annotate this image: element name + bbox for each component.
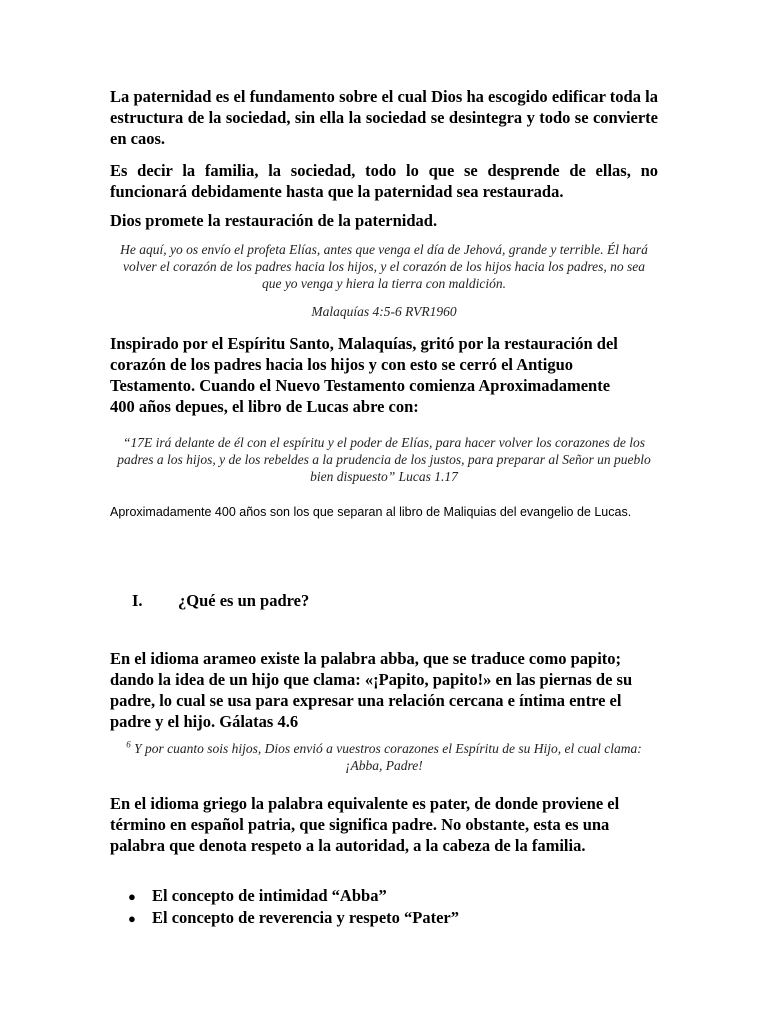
paragraph-idioma-griego: En el idioma griego la palabra equivalente es pater, de donde proviene el término en español patria, que significa padre. No obstante, esta es una palabra que denota respeto a la autoridad, a la cabeza de la familia. xyxy=(110,794,620,855)
bullet-icon: ● xyxy=(128,911,136,926)
concept-list xyxy=(110,885,658,929)
list-item xyxy=(110,885,658,907)
paragraph-dios-promete: Dios promete la restauración de la paternidad. xyxy=(110,211,438,230)
section-number: I. xyxy=(132,591,143,610)
paragraph-inspirado-espiritu: Inspirado por el Espíritu Santo, Malaquías, gritó por la restauración del corazón de los padres hacia los hijos y con esto se cerró el Antiguo Testamento. Cuando el Nuevo Testamento comienza Aproximadamente 400 años depues, el libro de Lucas abre con: xyxy=(110,334,618,416)
section-title: ¿Qué es un padre? xyxy=(178,591,310,610)
paragraph-idioma-arameo: En el idioma arameo existe la palabra abba, que se traduce como papito; dando la idea de un hijo que clama: «¡Papito, papito!» en las piernas de su padre, lo cual se usa para expresar una relación cercana e íntima entre el padre y el hijo. Gálatas 4.6 xyxy=(110,649,633,731)
verse-number: 6 xyxy=(126,739,131,750)
paragraph-paternidad-fundamento: La paternidad es el fundamento sobre el cual Dios ha escogido edificar toda la estructura de la sociedad, sin ella la sociedad se desintegra y todo se convierte en caos. xyxy=(110,87,658,148)
quote-galatas-text: Y por cuanto sois hijos, Dios envió a vuestros corazones el Espíritu de su Hijo, el cual clama: ¡Abba, Padre! xyxy=(130,741,642,773)
paragraph-familia-sociedad: Es decir la familia, la sociedad, todo lo que se desprende de ellas, no funcionará debidamente hasta que la paternidad sea restaurada. xyxy=(110,161,658,201)
section-heading xyxy=(110,590,658,611)
list-item-text: El concepto de intimidad “Abba” xyxy=(152,886,387,905)
quote-galatas xyxy=(110,740,658,774)
list-item-text: El concepto de reverencia y respeto “Pater” xyxy=(152,908,459,927)
quote-malaquias-text: He aquí, yo os envío el profeta Elías, antes que venga el día de Jehová, grande y terrible. Él hará volver el corazón de los padres hacia los hijos, y el corazón de los hijos hacia los padres, no sea que yo venga y hiera la tierra con maldición. xyxy=(120,242,648,291)
quote-malaquias-reference: Malaquías 4:5-6 RVR1960 xyxy=(311,304,457,319)
paragraph-aproximadamente-400: Aproximadamente 400 años son los que separan al libro de Maliquias del evangelio de Lucas. xyxy=(110,505,632,519)
list-item xyxy=(110,907,658,929)
bullet-icon: ● xyxy=(128,889,136,904)
quote-lucas: “17E irá delante de él con el espíritu y el poder de Elías, para hacer volver los corazones de los padres a los hijos, y de los rebeldes a la prudencia de los justos, para preparar al Señor un pueblo bien dispuesto” Lucas 1.17 xyxy=(117,435,651,484)
quote-malaquias xyxy=(120,241,648,320)
